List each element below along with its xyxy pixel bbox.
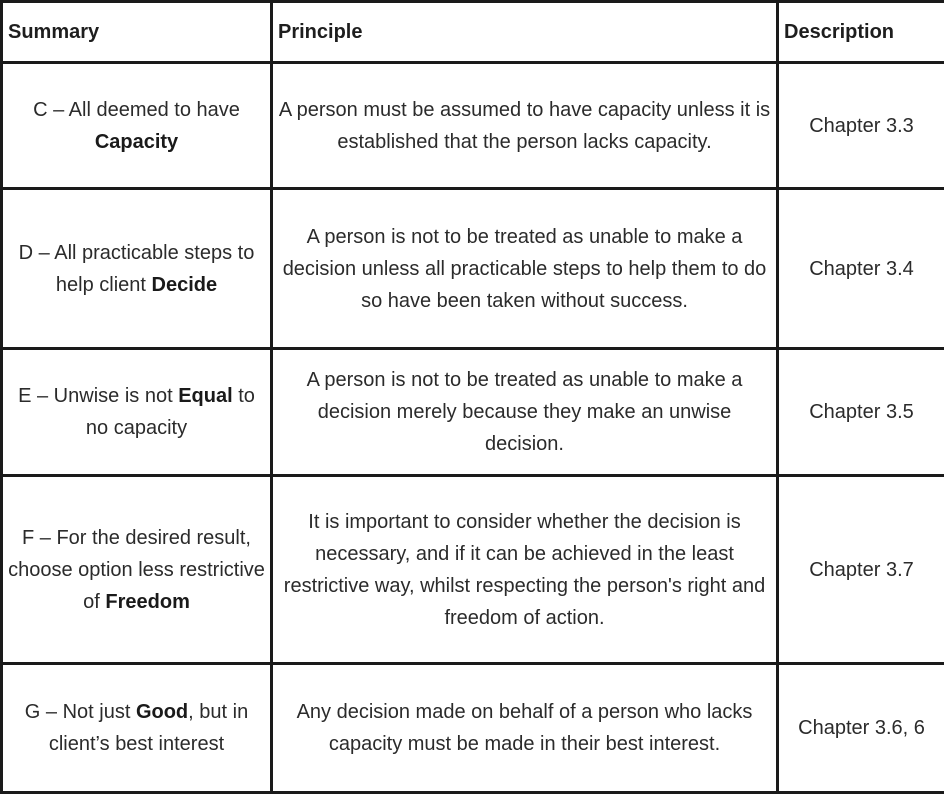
- summary-text-suffix: to no capacity: [85, 385, 255, 439]
- description-cell: Chapter 3.7: [778, 476, 944, 664]
- summary-text-suffix: , but in client’s best interest: [48, 701, 249, 755]
- summary-cell: [2, 476, 272, 664]
- summary-cell: [2, 349, 272, 476]
- principle-cell: It is important to consider whether the decision is necessary, and if it can be achieved in the least restrictive way, whilst respecting the person's right and freedom of action.: [272, 476, 778, 664]
- summary-cell: [2, 664, 272, 793]
- header-row: [2, 2, 944, 63]
- summary-text: D – All practicable steps to help client: [18, 241, 255, 296]
- table-row: [2, 189, 944, 349]
- table-row: [2, 349, 944, 476]
- header-principle: Principle: [272, 2, 778, 63]
- description-cell: Chapter 3.4: [778, 189, 944, 349]
- summary-cell: [2, 189, 272, 349]
- header-summary: Summary: [2, 2, 272, 63]
- header-description: Description: [778, 2, 944, 63]
- summary-keyword: Decide: [151, 273, 218, 296]
- summary-text: G – Not just: [24, 701, 136, 723]
- summary-cell: [2, 63, 272, 189]
- principle-cell: A person must be assumed to have capacity unless it is established that the person lacks capacity.: [272, 63, 778, 189]
- summary-text: E – Unwise is not: [18, 385, 179, 407]
- summary-keyword: Freedom: [105, 590, 190, 613]
- principle-cell: Any decision made on behalf of a person who lacks capacity must be made in their best interest.: [272, 664, 778, 793]
- summary-text: F – For the desired result, choose option less restrictive of: [8, 526, 265, 613]
- table-header: [2, 2, 944, 63]
- summary-keyword: Capacity: [94, 130, 179, 153]
- summary-text: C – All deemed to have: [33, 98, 240, 121]
- principle-cell: A person is not to be treated as unable to make a decision unless all practicable steps to help them to do so have been taken without success.: [272, 189, 778, 349]
- table-body: [2, 63, 944, 793]
- description-cell: Chapter 3.5: [778, 349, 944, 476]
- table-row: [2, 476, 944, 664]
- summary-keyword: Equal: [178, 385, 233, 407]
- description-cell: Chapter 3.6, 6: [778, 664, 944, 793]
- summary-keyword: Good: [135, 701, 189, 723]
- table-row: [2, 664, 944, 793]
- table-row: [2, 63, 944, 189]
- description-cell: Chapter 3.3: [778, 63, 944, 189]
- principle-cell: A person is not to be treated as unable to make a decision merely because they make an unwise decision.: [272, 349, 778, 476]
